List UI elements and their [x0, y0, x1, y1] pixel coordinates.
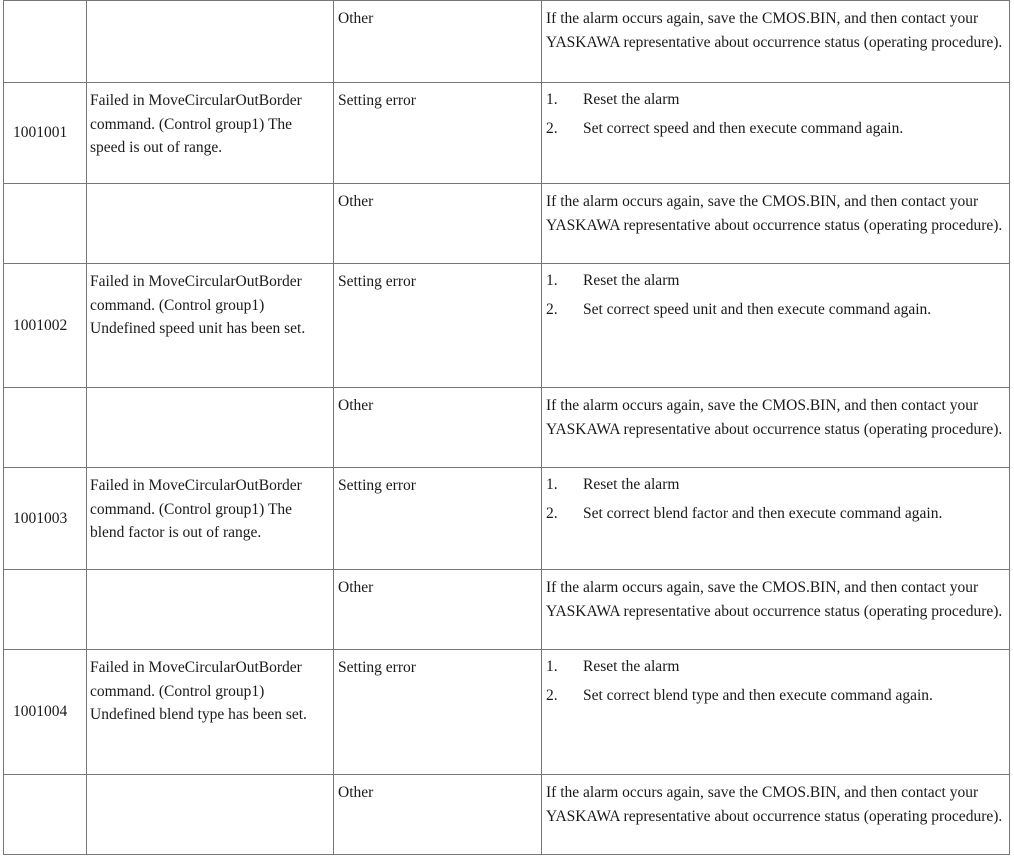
table-row: [4, 775, 1010, 855]
alarm-description-cell: [87, 184, 334, 264]
step-number: 2.: [546, 687, 558, 704]
alarm-remedy-cell: If the alarm occurs again, save the CMOS.BIN, and then contact your YASKAWA representative about occurrence status (operating procedure).: [542, 184, 1010, 264]
step-text: Set correct speed unit and then execute command again.: [583, 301, 932, 318]
table-row: [4, 570, 1010, 650]
remedy-step: [546, 118, 1005, 140]
alarm-code-cell: [4, 775, 87, 855]
step-text: Set correct blend factor and then execute command again.: [583, 505, 943, 522]
alarm-remedy-cell: If the alarm occurs again, save the CMOS.BIN, and then contact your YASKAWA representative about occurrence status (operating procedure).: [542, 775, 1010, 855]
remedy-step: [546, 503, 1005, 525]
alarm-code-cell: 1001002: [4, 264, 87, 388]
table-row: [4, 388, 1010, 468]
table-row: [4, 264, 1010, 388]
step-number: 1.: [546, 272, 558, 289]
alarm-remedy-cell: [542, 264, 1010, 388]
alarm-code-cell: 1001001: [4, 83, 87, 184]
alarm-description-cell: [87, 388, 334, 468]
step-text: Set correct blend type and then execute command again.: [583, 687, 933, 704]
alarm-cause-cell: Setting error: [334, 264, 542, 388]
alarm-cause-cell: Setting error: [334, 83, 542, 184]
alarm-remedy-cell: [542, 83, 1010, 184]
alarm-code-cell: [4, 570, 87, 650]
step-number: 2.: [546, 505, 558, 522]
alarm-code-cell: 1001004: [4, 650, 87, 775]
alarm-code-cell: 1001003: [4, 468, 87, 570]
alarm-code-cell: [4, 1, 87, 83]
alarm-remedy-cell: If the alarm occurs again, save the CMOS.BIN, and then contact your YASKAWA representative about occurrence status (operating procedure).: [542, 570, 1010, 650]
alarm-cause-cell: Other: [334, 184, 542, 264]
table-row: [4, 468, 1010, 570]
step-text: Reset the alarm: [583, 658, 680, 675]
step-number: 2.: [546, 120, 558, 137]
alarm-cause-cell: Other: [334, 1, 542, 83]
step-number: 1.: [546, 476, 558, 493]
alarm-remedy-cell: [542, 650, 1010, 775]
alarm-description-cell: [87, 775, 334, 855]
alarm-description-cell: [87, 1, 334, 83]
alarm-description-cell: Failed in MoveCircularOutBorder command. (Control group1) The blend factor is out of range.: [87, 468, 334, 570]
step-number: 1.: [546, 658, 558, 675]
alarm-description-cell: Failed in MoveCircularOutBorder command. (Control group1) The speed is out of range.: [87, 83, 334, 184]
table-row: [4, 650, 1010, 775]
alarm-cause-cell: Other: [334, 775, 542, 855]
alarm-cause-cell: Other: [334, 388, 542, 468]
alarm-cause-cell: Setting error: [334, 468, 542, 570]
remedy-step: [546, 474, 1005, 496]
alarm-cause-cell: Other: [334, 570, 542, 650]
alarm-description-cell: [87, 570, 334, 650]
alarm-description-cell: Failed in MoveCircularOutBorder command. (Control group1) Undefined speed unit has been set.: [87, 264, 334, 388]
alarm-remedy-cell: [542, 468, 1010, 570]
alarm-list-table: [3, 0, 1010, 855]
step-number: 2.: [546, 301, 558, 318]
remedy-step: [546, 89, 1005, 111]
step-text: Reset the alarm: [583, 476, 680, 493]
step-text: Reset the alarm: [583, 272, 680, 289]
alarm-remedy-cell: If the alarm occurs again, save the CMOS.BIN, and then contact your YASKAWA representative about occurrence status (operating procedure).: [542, 388, 1010, 468]
step-text: Reset the alarm: [583, 91, 680, 108]
alarm-code-cell: [4, 184, 87, 264]
remedy-step: [546, 270, 1005, 292]
remedy-step: [546, 656, 1005, 678]
remedy-step: [546, 685, 1005, 707]
table-row: [4, 184, 1010, 264]
alarm-code-cell: [4, 388, 87, 468]
table-row: [4, 1, 1010, 83]
step-number: 1.: [546, 91, 558, 108]
alarm-remedy-cell: If the alarm occurs again, save the CMOS.BIN, and then contact your YASKAWA representative about occurrence status (operating procedure).: [542, 1, 1010, 83]
alarm-cause-cell: Setting error: [334, 650, 542, 775]
remedy-step: [546, 299, 1005, 321]
alarm-description-cell: Failed in MoveCircularOutBorder command. (Control group1) Undefined blend type has been set.: [87, 650, 334, 775]
table-row: [4, 83, 1010, 184]
step-text: Set correct speed and then execute command again.: [583, 120, 904, 137]
